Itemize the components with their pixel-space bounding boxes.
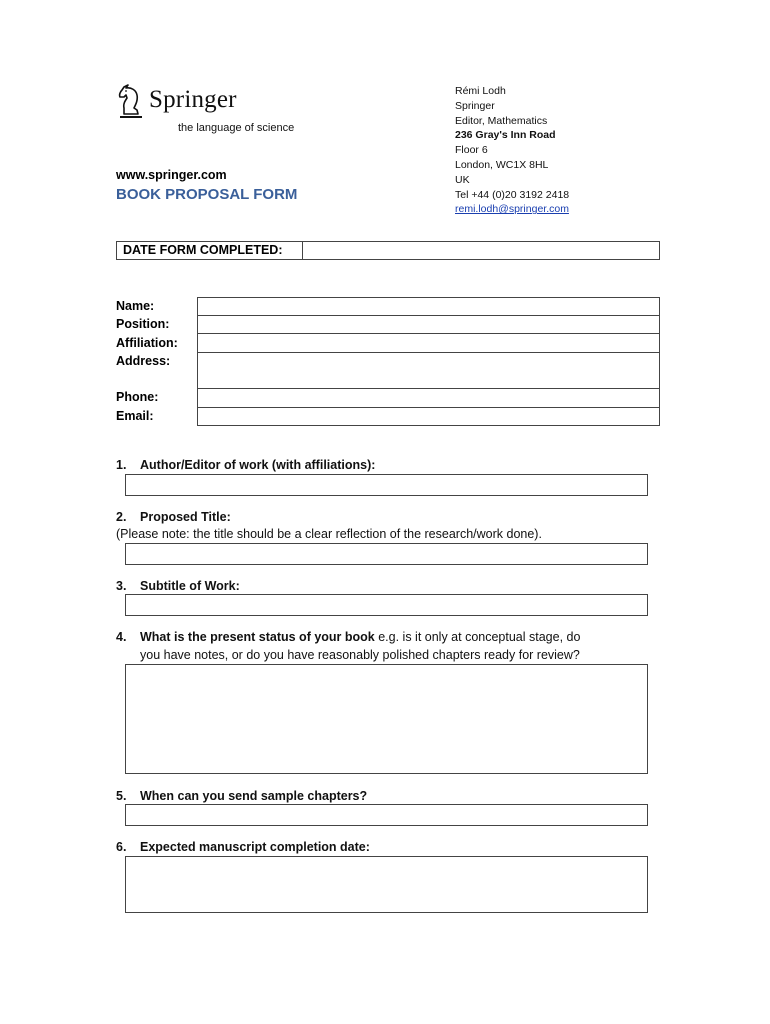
date-completed-label: DATE FORM COMPLETED: — [117, 242, 303, 259]
name-label: Name: — [116, 299, 155, 313]
question-5-number: 5. — [116, 789, 127, 803]
question-3-text: Subtitle of Work: — [140, 579, 240, 593]
question-4-bold-text: What is the present status of your book — [140, 630, 375, 644]
website-link[interactable]: www.springer.com — [116, 168, 227, 182]
logo-wordmark: Springer — [149, 86, 237, 113]
question-4-text-line2: you have notes, or do you have reasonably polished chapters ready for review? — [140, 648, 580, 662]
completion-date-field[interactable] — [125, 856, 648, 913]
question-2-number: 2. — [116, 510, 127, 524]
question-2-note: (Please note: the title should be a clear reflection of the research/work done). — [116, 527, 542, 541]
question-3 — [116, 579, 240, 593]
date-completed-field[interactable] — [304, 242, 659, 259]
page-title: BOOK PROPOSAL FORM — [116, 186, 298, 203]
contact-tel: Tel +44 (0)20 3192 2418 — [455, 188, 570, 201]
date-completed-row — [116, 241, 660, 260]
question-6 — [116, 840, 370, 854]
email-field[interactable] — [197, 407, 660, 426]
contact-company: Springer — [455, 99, 495, 112]
affiliation-field[interactable] — [197, 333, 660, 353]
email-label: Email: — [116, 409, 154, 423]
proposed-title-field[interactable] — [125, 543, 648, 565]
question-6-number: 6. — [116, 840, 127, 854]
knight-horse-icon — [116, 84, 146, 120]
subtitle-field[interactable] — [125, 594, 648, 616]
question-2-text: Proposed Title: — [140, 510, 231, 524]
phone-label: Phone: — [116, 390, 159, 404]
contact-country: UK — [455, 173, 470, 186]
affiliation-label: Affiliation: — [116, 336, 178, 350]
name-field[interactable] — [197, 297, 660, 316]
address-field[interactable] — [197, 352, 660, 389]
position-field[interactable] — [197, 315, 660, 334]
contact-street: 236 Gray's Inn Road — [455, 129, 556, 142]
question-3-number: 3. — [116, 579, 127, 593]
question-2 — [116, 510, 231, 524]
contact-name: Rémi Lodh — [455, 85, 506, 97]
question-5 — [116, 789, 367, 803]
question-4-text-line1: e.g. is it only at conceptual stage, do — [374, 630, 581, 644]
logo-tagline: the language of science — [178, 122, 295, 134]
question-1-text: Author/Editor of work (with affiliations): — [140, 458, 376, 472]
contact-email-link[interactable]: remi.lodh@springer.com — [455, 203, 569, 216]
question-5-text: When can you send sample chapters? — [140, 789, 368, 803]
question-4 — [116, 630, 656, 644]
address-label: Address: — [116, 354, 171, 368]
phone-field[interactable] — [197, 388, 660, 408]
question-6-text: Expected manuscript completion date: — [140, 840, 370, 854]
question-1-number: 1. — [116, 458, 127, 472]
springer-logo — [116, 84, 316, 140]
question-4-number: 4. — [116, 630, 127, 644]
position-label: Position: — [116, 317, 170, 331]
author-editor-field[interactable] — [125, 474, 648, 496]
contact-block — [455, 84, 569, 217]
sample-chapters-field[interactable] — [125, 804, 648, 826]
contact-floor: Floor 6 — [455, 144, 488, 157]
book-status-field[interactable] — [125, 664, 648, 774]
contact-city: London, WC1X 8HL — [455, 158, 549, 171]
question-1 — [116, 458, 375, 472]
contact-role: Editor, Mathematics — [455, 114, 548, 127]
